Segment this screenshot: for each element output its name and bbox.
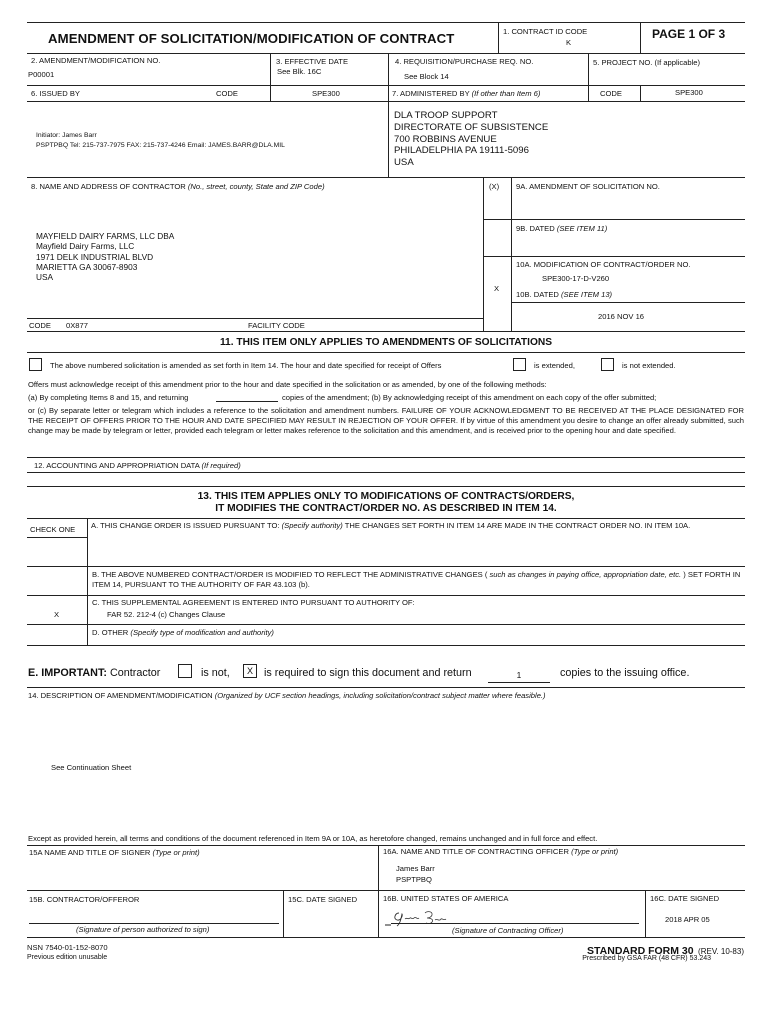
officer-name-label-note: (Type or print) bbox=[571, 847, 619, 856]
description-label-text: 14. DESCRIPTION OF AMENDMENT/MODIFICATION bbox=[28, 691, 213, 700]
description-content[interactable]: See Continuation Sheet bbox=[51, 763, 132, 772]
officer-name[interactable]: James Barr bbox=[396, 864, 435, 873]
modification-10a-label: 10A. MODIFICATION OF CONTRACT/ORDER NO. bbox=[516, 260, 691, 269]
contractor-address[interactable]: MAYFIELD DAIRY FARMS, LLC DBA Mayfield Dairy Farms, LLC 1971 DELK INDUSTRIAL BLVD MARIETTA GA 30067-8903 USA bbox=[36, 231, 175, 283]
unchanged-terms-note: Except as provided herein, all terms and conditions of the document referenced in Item 9A or 10A, as heretofore changed, remains unchanged and in full force and effect. bbox=[28, 834, 598, 843]
accounting-label-text: 12. ACCOUNTING AND APPROPRIATION DATA bbox=[34, 461, 200, 470]
signer-name-label bbox=[29, 848, 200, 858]
issued-code-label: CODE bbox=[216, 89, 238, 98]
contract-id-label: 1. CONTRACT ID CODE bbox=[503, 27, 588, 36]
officer-date-label: 16C. DATE SIGNED bbox=[650, 894, 720, 903]
item11-line2: Offers must acknowledge receipt of this amendment prior to the hour and date specified in the solicitation or as amended, by one of the following methods: bbox=[28, 380, 547, 389]
item13a-note: (Specify authority) bbox=[281, 521, 343, 530]
x-column-label: (X) bbox=[489, 182, 500, 191]
previous-edition-note: Previous edition unusable bbox=[27, 954, 108, 961]
item13b-text bbox=[92, 570, 744, 590]
copies-value[interactable]: 1 bbox=[516, 670, 522, 680]
is-not-checkbox[interactable] bbox=[178, 664, 192, 678]
united-states-label: 16B. UNITED STATES OF AMERICA bbox=[383, 894, 509, 903]
item13a-rest: THE CHANGES SET FORTH IN ITEM 14 ARE MADE IN THE CONTRACT ORDER NO. IN ITEM 10A. bbox=[344, 521, 691, 530]
standard-form-name: STANDARD FORM 30 bbox=[587, 945, 694, 957]
issued-by-label: 6. ISSUED BY bbox=[31, 89, 80, 98]
item11-checkbox[interactable] bbox=[29, 358, 42, 371]
extended-checkbox[interactable] bbox=[513, 358, 526, 371]
page-number: PAGE 1 OF 3 bbox=[652, 27, 726, 41]
dated-9b-label-text: 9B. DATED bbox=[516, 224, 555, 233]
issuer-contact[interactable]: Initiator: James Barr PSPTPBQ Tel: 215-737-7975 FAX: 215-737-4246 Email: JAMES.BARR@DLA.MIL bbox=[36, 132, 285, 149]
dated-9b-note: (SEE ITEM 11) bbox=[556, 224, 608, 233]
extended-label: is extended, bbox=[534, 361, 575, 370]
contractor-code-label: CODE bbox=[29, 321, 51, 330]
item11-paragraph: or (c) By separate letter or telegram which includes a reference to the solicitation and amendment numbers. FAILURE OF YOUR ACKNOWLEDGMENT TO BE RECEIVED AT THE PLACE DESIGNATED FOR THE RECEIPT OF OFFERS PRIOR TO THE HOUR AND DATE SPECIFIED MAY RESULT IN REJECTION OF YOUR OFFER. If by virtue of this amendment you desire to change an offer already submitted, such change may be made by telegram or letter, provided each telegram or letter makes reference to the solicitation and this amendment, and is received prior to the opening hour and date specified. bbox=[28, 406, 744, 435]
check-one-label: CHECK ONE bbox=[30, 525, 76, 534]
requisition-label: 4. REQUISITION/PURCHASE REQ. NO. bbox=[395, 57, 534, 66]
not-extended-label: is not extended. bbox=[622, 361, 676, 370]
officer-name-label-text: 16A. NAME AND TITLE OF CONTRACTING OFFICER bbox=[383, 847, 569, 856]
item13b-note: such as changes in paying office, appropriation date, etc. bbox=[489, 570, 682, 579]
is-required-label: is required to sign this document and return bbox=[264, 667, 472, 679]
item13d-note: (Specify type of modification and authority) bbox=[130, 628, 274, 637]
administered-by-label bbox=[392, 89, 540, 99]
item13a-text bbox=[91, 521, 741, 531]
contractor-label-text: 8. NAME AND ADDRESS OF CONTRACTOR bbox=[31, 182, 186, 191]
item11-line3b: copies of the amendment; (b) By acknowledging receipt of this amendment on each copy of the offer submitted; bbox=[282, 393, 657, 402]
facility-code-label: FACILITY CODE bbox=[248, 321, 305, 330]
effective-date-label: 3. EFFECTIVE DATE bbox=[276, 57, 349, 66]
project-no-label bbox=[593, 58, 700, 68]
officer-date-value[interactable]: 2018 APR 05 bbox=[665, 915, 710, 924]
item11-line1: The above numbered solicitation is amended as set forth in Item 14. The hour and date specified for receipt of Offers bbox=[50, 361, 442, 370]
officer-signature-caption: (Signature of Contracting Officer) bbox=[452, 926, 564, 935]
admin-address[interactable]: DLA TROOP SUPPORT DIRECTORATE OF SUBSISTENCE 700 ROBBINS AVENUE PHILADELPHIA PA 19111-5096 USA bbox=[394, 110, 549, 169]
description-label-note: (Organized by UCF section headings, including solicitation/contract subject matter where feasible.) bbox=[214, 691, 546, 700]
dated-9b-label bbox=[516, 224, 607, 234]
important-line bbox=[28, 667, 160, 679]
item13d-text-main: D. OTHER bbox=[92, 628, 129, 637]
item11-heading: 11. THIS ITEM ONLY APPLIES TO AMENDMENTS OF SOLICITATIONS bbox=[219, 337, 553, 348]
amendment-no-label: 2. AMENDMENT/MODIFICATION NO. bbox=[31, 56, 161, 65]
issued-code-value[interactable]: SPE300 bbox=[312, 89, 340, 98]
contractor-label bbox=[31, 182, 325, 192]
item13c-value[interactable]: FAR 52. 212-4 (c) Changes Clause bbox=[107, 610, 226, 619]
contract-id-value[interactable]: K bbox=[566, 38, 572, 47]
nsn-number: NSN 7540-01-152-8070 bbox=[27, 943, 108, 952]
contractor-code-value[interactable]: 0X877 bbox=[66, 321, 88, 330]
not-extended-checkbox[interactable] bbox=[601, 358, 614, 371]
item13a-text-main: A. THIS CHANGE ORDER IS ISSUED PURSUANT TO: bbox=[91, 521, 280, 530]
signer-name-label-text: 15A NAME AND TITLE OF SIGNER bbox=[29, 848, 151, 857]
contractor-signature-caption: (Signature of person authorized to sign) bbox=[76, 925, 210, 934]
amendment-no-value[interactable]: P00001 bbox=[28, 70, 55, 79]
x-10a-mark[interactable]: X bbox=[494, 284, 500, 293]
item11-line3a: (a) By completing Items 8 and 15, and returning bbox=[28, 393, 189, 402]
form-title: AMENDMENT OF SOLICITATION/MODIFICATION OF CONTRACT bbox=[48, 31, 455, 46]
dated-10b-note: (SEE ITEM 13) bbox=[561, 290, 613, 299]
amendment-solicitation-label: 9A. AMENDMENT OF SOLICITATION NO. bbox=[516, 182, 660, 191]
item13-heading-1: 13. THIS ITEM APPLIES ONLY TO MODIFICATIONS OF CONTRACTS/ORDERS, bbox=[197, 491, 575, 502]
prescribed-by: Prescribed by GSA FAR (48 CFR) 53.243 bbox=[582, 955, 711, 962]
accounting-label-note: (If required) bbox=[201, 461, 241, 470]
dated-10b-value[interactable]: 2016 NOV 16 bbox=[598, 312, 645, 321]
administered-by-label-text: 7. ADMINISTERED BY bbox=[392, 89, 470, 98]
modification-10a-value[interactable]: SPE300-17-D-V260 bbox=[542, 274, 610, 283]
requisition-value[interactable]: See Block 14 bbox=[404, 72, 449, 81]
dated-10b-label-text: 10B. DATED bbox=[516, 290, 559, 299]
important-contractor: Contractor bbox=[109, 667, 161, 679]
copies-text: copies to the issuing office. bbox=[560, 667, 690, 679]
contractor-offeror-label: 15B. CONTRACTOR/OFFEROR bbox=[29, 895, 140, 904]
is-required-mark: X bbox=[246, 666, 253, 676]
important-label: E. IMPORTANT: bbox=[28, 667, 107, 679]
item13-heading-2: IT MODIFIES THE CONTRACT/ORDER NO. AS DESCRIBED IN ITEM 14. bbox=[215, 503, 557, 514]
item13b-text-main: B. THE ABOVE NUMBERED CONTRACT/ORDER IS MODIFIED TO REFLECT THE ADMINISTRATIVE CHANGES ( bbox=[92, 570, 488, 579]
effective-date-value[interactable]: See Blk. 16C bbox=[277, 67, 322, 76]
admin-code-label: CODE bbox=[600, 89, 622, 98]
item13c-text: C. THIS SUPPLEMENTAL AGREEMENT IS ENTERED INTO PURSUANT TO AUTHORITY OF: bbox=[92, 598, 415, 607]
standard-form-rev: (REV. 10-83) bbox=[698, 947, 744, 956]
contractor-label-note: (No., street, county, State and ZIP Code) bbox=[187, 182, 325, 191]
signer-name-label-note: (Type or print) bbox=[152, 848, 200, 857]
is-required-checkbox[interactable] bbox=[243, 664, 257, 678]
contractor-date-label: 15C. DATE SIGNED bbox=[288, 895, 358, 904]
accounting-label bbox=[34, 461, 241, 471]
project-no-label-text: 5. PROJECT NO. (If applicable) bbox=[593, 58, 701, 67]
dated-10b-label bbox=[516, 290, 612, 300]
administered-by-note: (If other than Item 6) bbox=[471, 89, 541, 98]
item13b-rest: ) SET FORTH IN ITEM 14, PURSUANT TO THE AUTHORITY OF FAR 43.103 (b). bbox=[92, 570, 741, 589]
item13c-mark[interactable]: X bbox=[54, 610, 60, 619]
description-label bbox=[28, 691, 546, 701]
officer-title[interactable]: PSPTPBQ bbox=[396, 875, 432, 884]
admin-code-value[interactable]: SPE300 bbox=[675, 88, 703, 97]
item13d-text bbox=[92, 628, 274, 638]
officer-name-label bbox=[383, 847, 618, 857]
is-not-label: is not, bbox=[201, 667, 230, 679]
